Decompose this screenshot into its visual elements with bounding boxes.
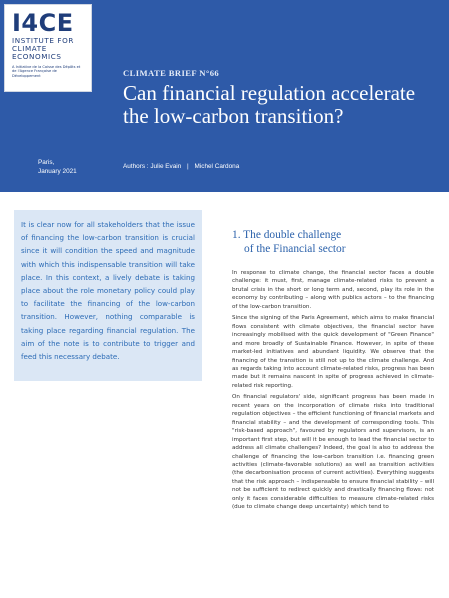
author-2: Michel Cardona	[194, 163, 240, 170]
logo-line-3: ECONOMICS	[12, 52, 62, 61]
logo-line-1: INSTITUTE FOR	[12, 36, 75, 45]
place-date	[38, 158, 98, 176]
paragraph-2: Since the signing of the Paris Agreement, which aims to make financial flows consistent with climate objectives, the financial sector have increasingly mobilised with the quick development of "Green Finance" and more broadly of Sustainable Finance. However, in spite of these market-led initiatives and abundant liquidity. We observe that the financing of the transition is still not up to the climate challenge. And as regards taking into account climate-related risks, progress has been made but it remains nascent in spite of progress achieved in climate-related risk reporting.	[232, 315, 434, 389]
paragraph-3: On financial regulators' side, significant progress has been made in recent years on the incorporation of climate risks into traditional regulation objectives – the efficient functioning of financial markets and financial stability – and the development of corresponding tools. This "risk-based approach", favoured by regulators and supervisors, is an important first step, but will it be enough to lead the financial sector to address all climate challenges? Indeed, the goal is also to address the challenge of financing the low-carbon transition i.e. financing green activities (climate-favorable solutions) as well as transition activities (the decarbonisation process of current activities). Everything suggests that the risk approach – indispensable to ensure financial stability – will not be sufficient to redirect quickly and drastically financing flows: not only it faces considerable difficulties to measure climate-related risks (due to climate change deep uncertainty) which tend to	[232, 394, 434, 511]
logo-mark: I4CE	[12, 9, 74, 37]
publication-date: January 2021	[38, 168, 77, 175]
logo-partner-text: A Initiative de la Caisse des Dépôts et de l'Agence Française de Développement	[12, 65, 81, 78]
i4ce-logo	[4, 4, 92, 92]
summary-box	[14, 210, 202, 381]
section-heading	[232, 229, 442, 256]
logo-line-2: CLIMATE	[12, 44, 47, 53]
author-1: Julie Evain	[150, 163, 182, 170]
brief-label: CLIMATE BRIEF N°66	[123, 68, 220, 78]
authors-line	[123, 163, 239, 170]
authors-separator: |	[187, 163, 189, 170]
location: Paris,	[38, 159, 55, 166]
cover-header	[0, 0, 449, 192]
summary-text: It is clear now for all stakeholders that the issue of financing the low-carbon transition is crucial since it will condition the speed and magnitude with which this indispensable transition will take place. In this context, a lively debate is taking place about the role monetary policy could play to facilitate the financing of the low-carbon transition. However, nothing comparable is taking place regarding financial regulation. The aim of the note is to contribute to trigger and feed this necessary debate.	[21, 220, 195, 362]
section-heading-line-2: of the Financial sector	[244, 242, 346, 255]
section-heading-line-1: 1. The double challenge	[232, 229, 342, 241]
paragraph-1: In response to climate change, the financial sector faces a double challenge: it must, first, manage climate-related risks to prevent a brutal crisis in the short or long term and, second, play its role in the economy by contributing – along with publics actors – to the financing of the low-carbon transition.	[232, 270, 434, 310]
body-text	[232, 269, 434, 591]
page-title: Can financial regulation accelerate the low-carbon transition?	[123, 81, 416, 128]
authors-prefix: Authors :	[123, 163, 149, 170]
